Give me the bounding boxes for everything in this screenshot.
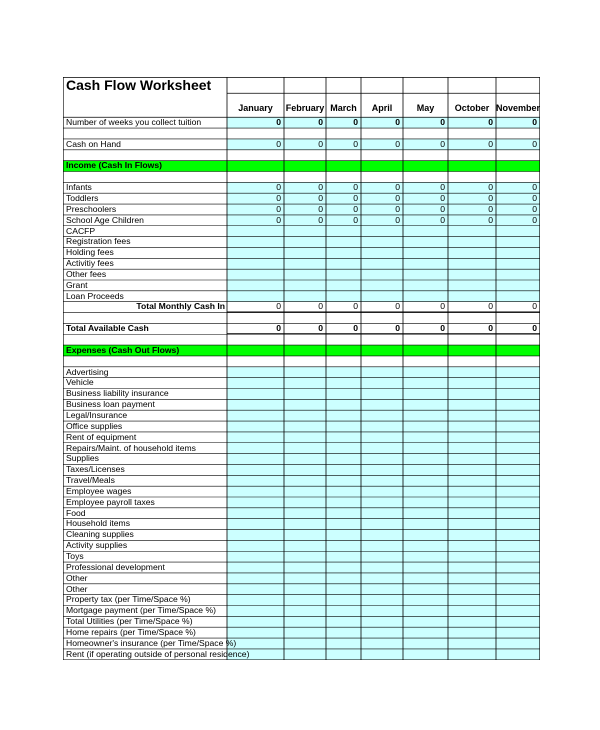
input-cell-fill (227, 497, 540, 508)
row-label: Homeowner's insurance (per Time/Space %) (66, 637, 237, 648)
worksheet-title: Cash Flow Worksheet (66, 77, 212, 93)
row-label: Travel/Meals (66, 475, 115, 486)
row-label: Advertising (66, 366, 109, 377)
month-header: February (285, 104, 325, 113)
row-label: Rent (if operating outside of personal residence) (66, 648, 250, 659)
cell-value[interactable]: 0 (318, 323, 323, 334)
row-label: Cleaning supplies (66, 529, 134, 540)
input-cell-fill (227, 464, 540, 475)
cell-value[interactable]: 0 (353, 182, 358, 193)
cell-value[interactable]: 0 (488, 192, 493, 203)
row-label: Income (Cash In Flows) (66, 160, 162, 171)
cell-value[interactable]: 0 (318, 117, 323, 127)
input-cell-fill (227, 280, 540, 291)
row-label: Toys (66, 551, 84, 561)
row-label: Property tax (per Time/Space %) (66, 594, 191, 605)
row-label: Business liability insurance (66, 388, 169, 399)
row-label: Office supplies (66, 420, 123, 431)
input-cell-fill (227, 638, 540, 649)
cell-value[interactable]: 0 (440, 182, 445, 193)
input-cell-fill (227, 432, 540, 443)
cell-value[interactable]: 0 (318, 203, 323, 214)
cell-value[interactable]: 0 (276, 117, 281, 127)
input-cell-fill (227, 616, 540, 627)
cell-value[interactable]: 0 (353, 301, 358, 312)
cell-value[interactable]: 0 (353, 117, 358, 127)
input-cell-fill (227, 551, 540, 562)
month-header: November (496, 104, 540, 113)
row-label: Food (66, 507, 86, 518)
row-label: Repairs/Maint. of household items (66, 442, 196, 453)
cell-value[interactable]: 0 (395, 301, 400, 312)
input-cell-fill (227, 486, 540, 497)
input-cell-fill (227, 595, 540, 606)
input-cell-fill (227, 540, 540, 551)
input-cell-fill (227, 454, 540, 465)
row-label: Preschoolers (66, 203, 117, 214)
cell-value[interactable]: 0 (488, 117, 493, 127)
input-cell-fill (227, 530, 540, 541)
row-label: Infants (66, 182, 92, 193)
input-cell-fill (227, 606, 540, 617)
cell-value[interactable]: 0 (395, 182, 400, 193)
row-label: School Age Children (66, 214, 144, 225)
row-label: Registration fees (66, 236, 131, 247)
cell-value[interactable]: 0 (532, 301, 537, 312)
row-label: Other fees (66, 268, 107, 279)
cell-value[interactable]: 0 (488, 138, 493, 149)
row-label: Number of weeks you collect tuition (66, 117, 202, 127)
input-cell-fill (227, 410, 540, 421)
row-label: Toddlers (66, 192, 99, 203)
cell-value[interactable]: 0 (395, 138, 400, 149)
cell-value[interactable]: 0 (276, 214, 281, 225)
input-cell-fill (227, 269, 540, 280)
month-header: October (454, 104, 490, 113)
cell-value[interactable]: 0 (488, 214, 493, 225)
cell-value[interactable]: 0 (353, 192, 358, 203)
cell-value[interactable]: 0 (440, 301, 445, 312)
cell-value[interactable]: 0 (395, 192, 400, 203)
row-label: Holding fees (66, 247, 114, 258)
cell-value[interactable]: 0 (488, 323, 493, 334)
cell-value[interactable]: 0 (532, 138, 537, 149)
row-label: Expenses (Cash Out Flows) (66, 344, 180, 355)
cell-value[interactable]: 0 (532, 192, 537, 203)
cell-value[interactable]: 0 (276, 203, 281, 214)
cell-value[interactable]: 0 (276, 301, 281, 312)
cell-value[interactable]: 0 (532, 182, 537, 193)
row-label: Rent of equipment (66, 431, 137, 442)
row-label: Total Monthly Cash In (136, 301, 225, 312)
cell-value[interactable]: 0 (276, 192, 281, 203)
cell-value[interactable]: 0 (532, 117, 537, 127)
row-label: Mortgage payment (per Time/Space %) (66, 605, 216, 616)
input-cell-fill (227, 562, 540, 573)
row-label: Legal/Insurance (66, 409, 128, 420)
cell-value[interactable]: 0 (395, 203, 400, 214)
row-label: Business loan payment (66, 399, 155, 410)
input-cell-fill (227, 226, 540, 237)
cell-value[interactable]: 0 (488, 203, 493, 214)
month-header: May (416, 104, 435, 113)
cell-value[interactable]: 0 (395, 323, 400, 334)
cell-value[interactable]: 0 (395, 117, 400, 127)
cell-value[interactable]: 0 (440, 138, 445, 149)
cell-value[interactable]: 0 (488, 182, 493, 193)
cell-value[interactable]: 0 (276, 323, 281, 334)
input-cell-fill (227, 367, 540, 378)
row-label: Activity supplies (66, 540, 128, 551)
row-label: Home repairs (per Time/Space %) (66, 626, 196, 637)
input-cell-fill (227, 237, 540, 248)
cell-value[interactable]: 0 (353, 203, 358, 214)
cell-value[interactable]: 0 (353, 214, 358, 225)
cell-value[interactable]: 0 (395, 214, 400, 225)
row-label: Vehicle (66, 377, 94, 388)
row-label: Total Utilities (per Time/Space %) (66, 616, 193, 627)
cell-value[interactable]: 0 (318, 182, 323, 193)
cell-value[interactable]: 0 (440, 203, 445, 214)
row-label: Professional development (66, 561, 165, 572)
input-cell-fill (227, 443, 540, 454)
month-header: April (371, 104, 393, 113)
month-header: January (238, 104, 273, 113)
cell-value[interactable]: 0 (532, 323, 537, 334)
cell-value[interactable]: 0 (318, 301, 323, 312)
row-label: Other (66, 572, 88, 583)
input-cell-fill (227, 399, 540, 410)
input-cell-fill (227, 584, 540, 595)
row-label: CACFP (66, 225, 96, 236)
cell-value[interactable]: 0 (276, 138, 281, 149)
cell-value[interactable]: 0 (318, 138, 323, 149)
row-label: Grant (66, 279, 88, 290)
cell-value[interactable]: 0 (318, 214, 323, 225)
input-cell-fill (227, 627, 540, 638)
cell-value[interactable]: 0 (532, 214, 537, 225)
row-label: Household items (66, 518, 131, 529)
row-label: Employee payroll taxes (66, 496, 155, 507)
row-label: Taxes/Licenses (66, 464, 125, 475)
input-cell-fill (227, 649, 540, 660)
cell-value[interactable]: 0 (440, 117, 445, 127)
input-cell-fill (227, 573, 540, 584)
input-cell-fill (227, 508, 540, 519)
cell-value[interactable]: 0 (440, 323, 445, 334)
input-cell-fill (227, 378, 540, 389)
cell-value[interactable]: 0 (353, 323, 358, 334)
row-label: Supplies (66, 453, 99, 464)
cash-flow-worksheet (63, 77, 540, 660)
input-cell-fill (227, 389, 540, 400)
input-cell-fill (227, 519, 540, 530)
cell-value[interactable]: 0 (276, 182, 281, 193)
input-cell-fill (227, 475, 540, 486)
cell-value[interactable]: 0 (488, 301, 493, 312)
row-label: Employee wages (66, 485, 132, 496)
row-label: Cash on Hand (66, 138, 121, 149)
cell-value[interactable]: 0 (353, 138, 358, 149)
input-cell-fill (227, 421, 540, 432)
row-label: Activitiy fees (66, 258, 114, 269)
cell-value[interactable]: 0 (440, 214, 445, 225)
row-label: Other (66, 583, 88, 594)
input-cell-fill (227, 247, 540, 258)
cell-value[interactable]: 0 (440, 192, 445, 203)
input-cell-fill (227, 258, 540, 269)
month-header: March (330, 104, 357, 113)
row-label: Total Available Cash (66, 323, 149, 334)
row-label: Loan Proceeds (66, 290, 124, 301)
cell-value[interactable]: 0 (532, 203, 537, 214)
input-cell-fill (227, 291, 540, 302)
cell-value[interactable]: 0 (318, 192, 323, 203)
